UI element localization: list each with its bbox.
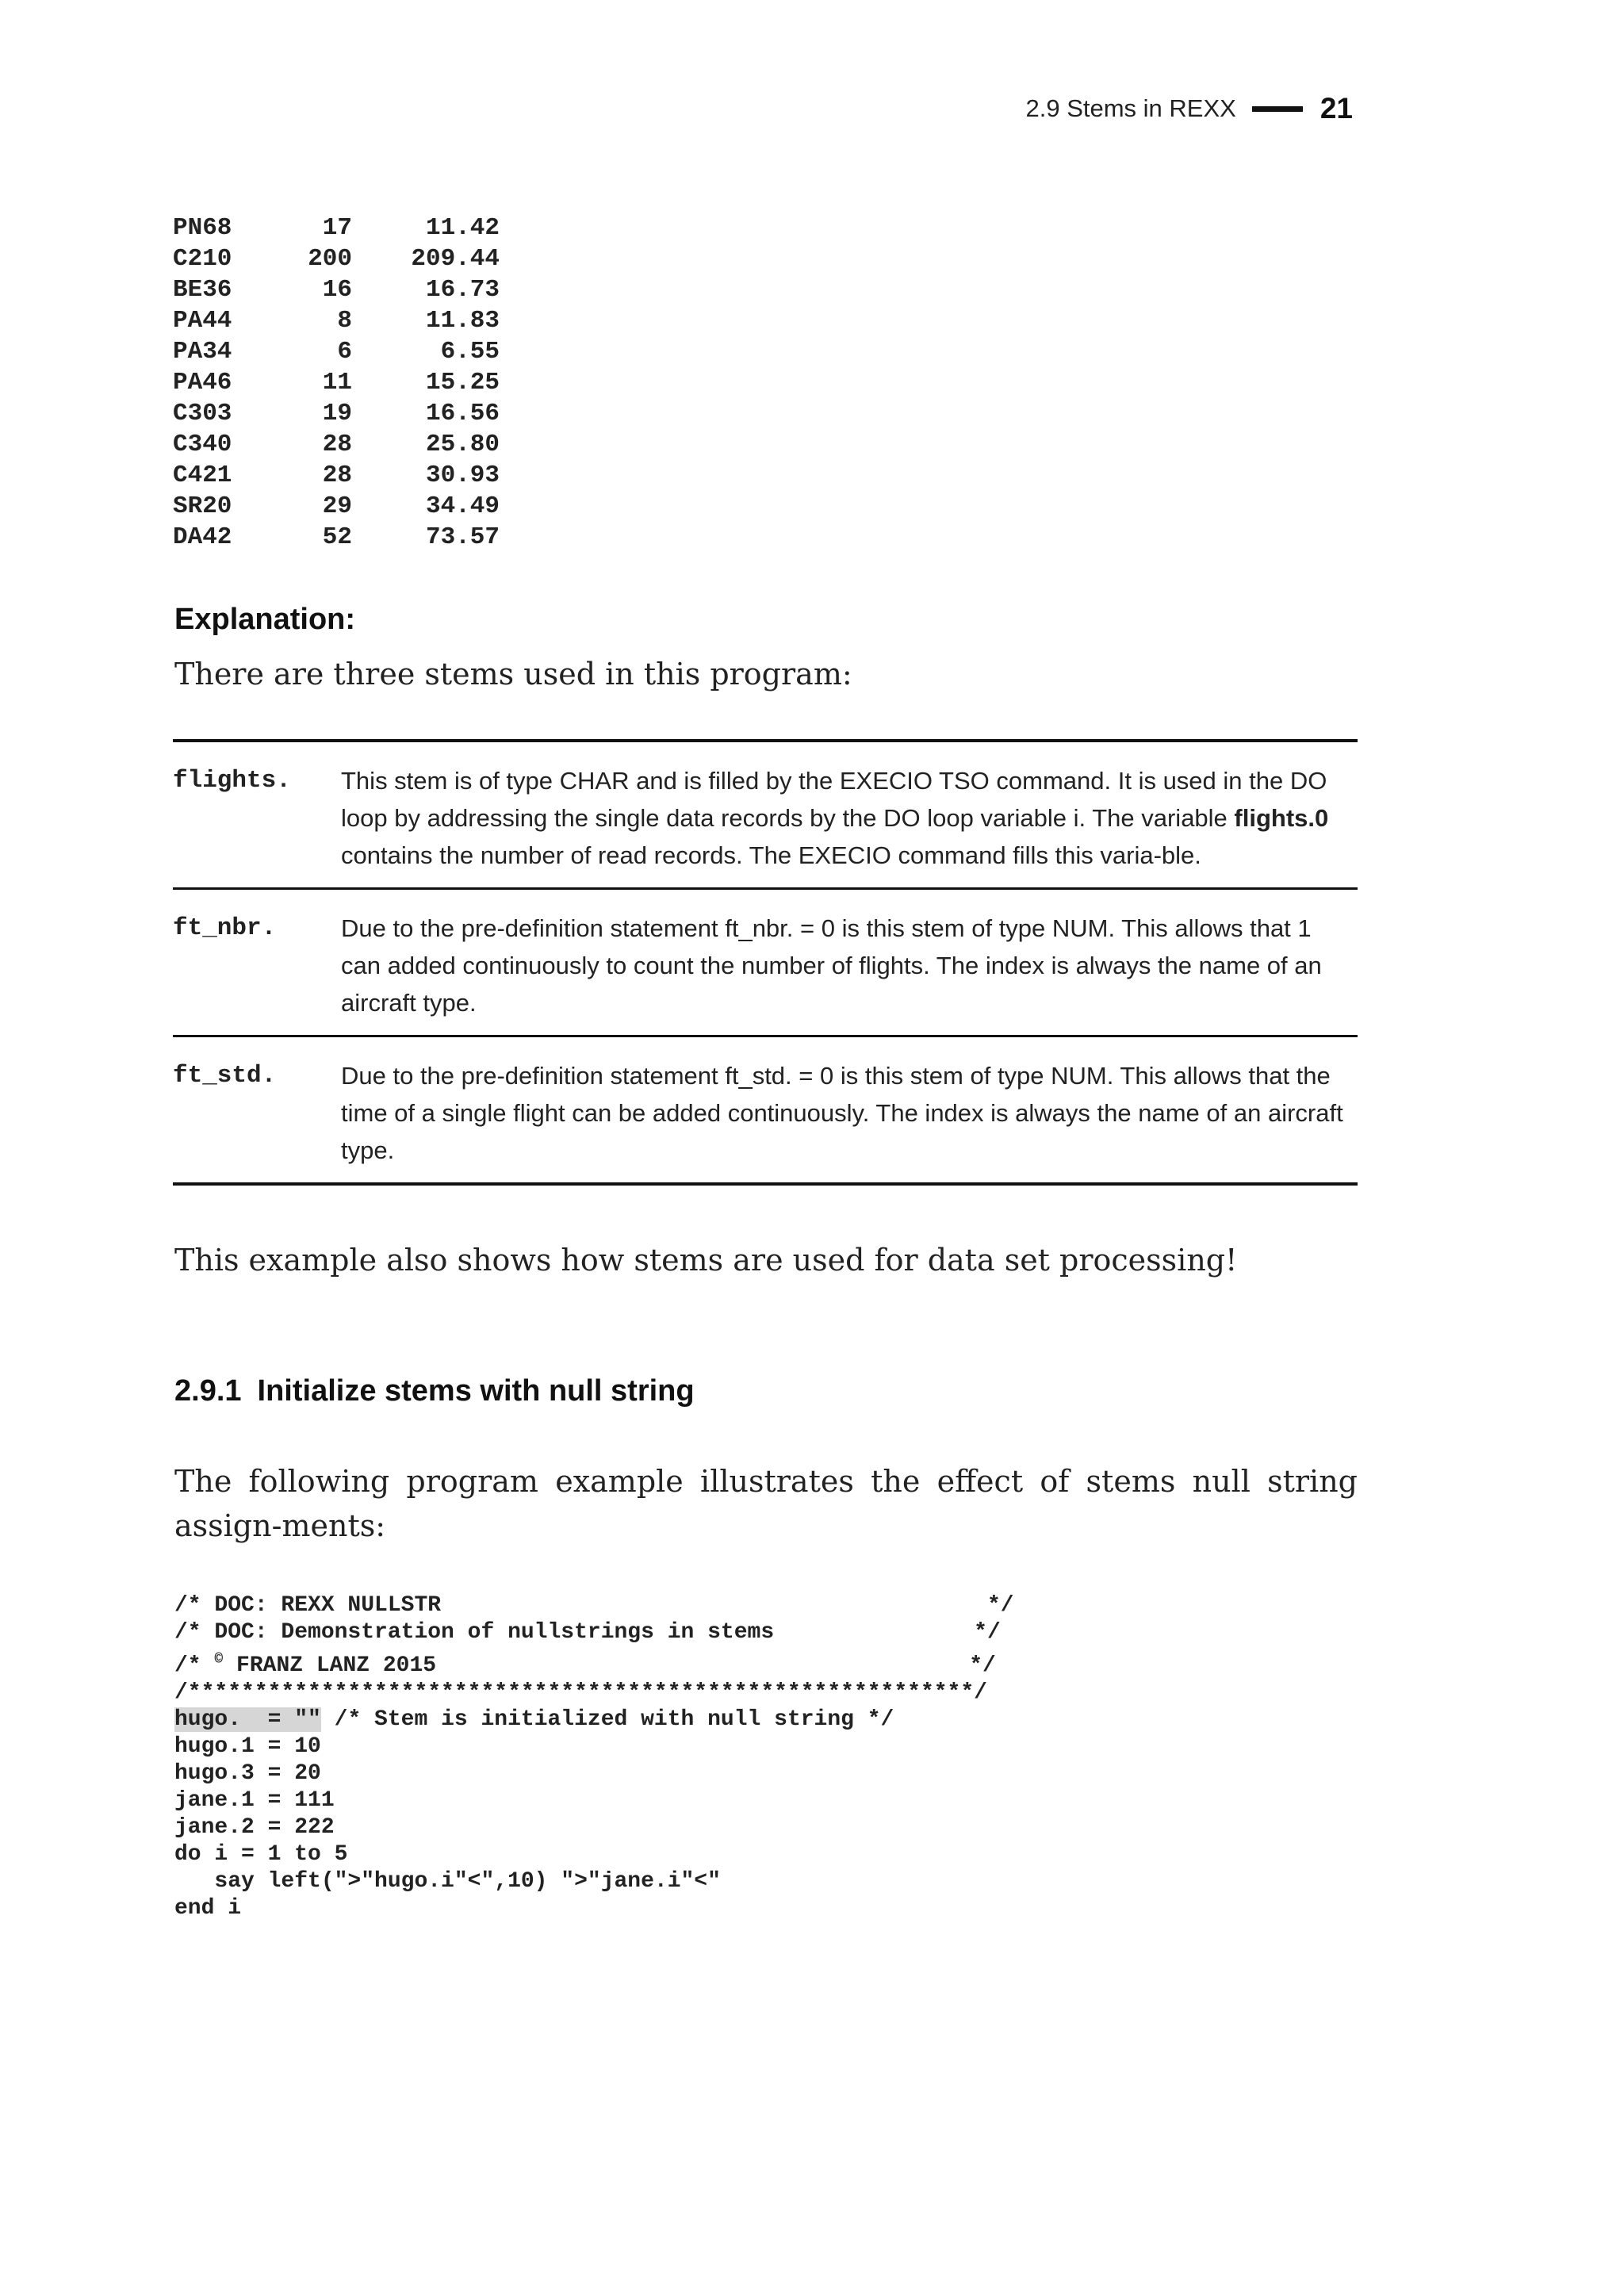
code-line: hugo.1 = 10 — [174, 1734, 321, 1759]
flight-count-cell: 16 — [322, 276, 352, 304]
explanation-heading: Explanation: — [174, 603, 356, 636]
flight-time-cell: 16.73 — [425, 276, 500, 304]
flight-time-cell: 15.25 — [425, 369, 500, 397]
body-paragraph: The following program example illustrates the effect of stems null string assign-ments: — [174, 1464, 1358, 1543]
table-row — [173, 274, 500, 305]
code-line: end i — [174, 1896, 242, 1921]
running-header-title: 2.9 Stems in REXX — [1025, 94, 1236, 122]
table-row — [173, 429, 500, 460]
table-row — [173, 243, 500, 274]
table-row — [173, 398, 500, 429]
flight-time-cell: 34.49 — [425, 492, 500, 520]
flight-time-cell: 11.42 — [425, 214, 500, 242]
page-number: 21 — [1320, 92, 1353, 125]
aircraft-code-cell: DA42 — [173, 523, 232, 551]
aircraft-code-cell: C421 — [173, 462, 232, 489]
code-line: jane.1 = 111 — [174, 1788, 335, 1813]
table-row — [173, 305, 500, 336]
flight-stats-table — [173, 213, 500, 553]
closing-paragraph: This example also shows how stems are used for data set processing! — [174, 1243, 1238, 1278]
aircraft-code-cell: C210 — [173, 245, 232, 273]
flight-time-cell: 11.83 — [425, 307, 500, 335]
code-listing — [174, 1592, 1014, 1922]
flight-time-cell: 6.55 — [440, 338, 500, 366]
copyright-symbol: © — [214, 1652, 224, 1668]
aircraft-code-cell: PA44 — [173, 307, 232, 335]
code-lines — [174, 1734, 721, 1921]
definition-description: Due to the pre-definition statement ft_std. = 0 is this stem of type NUM. This allows that the time of a single flight can be added continuously. The index is always the name of an aircraft type. — [341, 1062, 1343, 1164]
flight-count-cell: 52 — [322, 523, 352, 551]
code-line: say left(">"hugo.i"<",10) ">"jane.i"<" — [174, 1869, 721, 1894]
code-line: /***********************************************************/ — [174, 1680, 987, 1705]
table-row — [173, 522, 500, 553]
code-line: hugo.3 = 20 — [174, 1761, 321, 1786]
section-title: Initialize stems with null string — [257, 1374, 695, 1408]
aircraft-code-cell: SR20 — [173, 492, 232, 520]
code-line: /* DOC: Demonstration of nullstrings in stems */ — [174, 1620, 1001, 1645]
flight-count-cell: 28 — [322, 462, 352, 489]
explanation-intro: There are three stems used in this program: — [174, 657, 852, 692]
flight-count-cell: 200 — [308, 245, 352, 273]
table-row — [173, 336, 500, 367]
flight-time-cell: 30.93 — [425, 462, 500, 489]
aircraft-code-cell: PA34 — [173, 338, 232, 366]
table-row — [173, 213, 500, 243]
flight-count-cell: 8 — [337, 307, 352, 335]
table-row — [173, 367, 500, 398]
aircraft-code-cell: C303 — [173, 400, 232, 427]
aircraft-code-cell: BE36 — [173, 276, 232, 304]
flight-count-cell: 11 — [322, 369, 352, 397]
code-line: hugo. = "" /* Stem is initialized with null string */ — [174, 1707, 894, 1732]
section-heading — [174, 1374, 695, 1408]
aircraft-code-cell: PN68 — [173, 214, 232, 242]
running-header — [1026, 89, 1354, 128]
flight-count-cell: 28 — [322, 431, 352, 458]
aircraft-code-cell: C340 — [173, 431, 232, 458]
code-line: jane.2 = 222 — [174, 1815, 335, 1840]
flight-count-cell: 19 — [322, 400, 352, 427]
flight-count-cell: 29 — [322, 492, 352, 520]
definition-term: ft_std. — [173, 1062, 277, 1090]
definition-row — [173, 739, 1358, 890]
flight-time-cell: 209.44 — [411, 245, 500, 273]
flight-time-cell: 25.80 — [425, 431, 500, 458]
section-number: 2.9.1 — [174, 1374, 242, 1408]
definition-description: This stem is of type CHAR and is filled by the EXECIO TSO command. It is used in the DO loop by addressing the single data records by the DO loop variable i. The variable flights.0 contains the number of read records. The EXECIO command fills this varia-ble. — [341, 767, 1329, 869]
flight-time-cell: 16.56 — [425, 400, 500, 427]
flight-time-cell: 73.57 — [425, 523, 500, 551]
flight-stats-rows — [173, 213, 500, 553]
definition-row — [173, 890, 1358, 1037]
definition-description: Due to the pre-definition statement ft_nbr. = 0 is this stem of type NUM. This allows that 1 can added continuously to count the number of flights. The index is always the name of an aircraft type. — [341, 914, 1322, 1017]
bold-variable-name: flights.0 — [1234, 804, 1329, 832]
table-row — [173, 491, 500, 522]
flight-count-cell: 17 — [322, 214, 352, 242]
flight-count-cell: 6 — [337, 338, 352, 366]
stem-definition-table — [173, 739, 1358, 1186]
code-line: do i = 1 to 5 — [174, 1842, 348, 1867]
definition-row — [173, 1037, 1358, 1186]
code-line: /* © FRANZ LANZ 2015 */ — [174, 1652, 996, 1678]
header-rule — [1252, 106, 1303, 112]
code-line: /* DOC: REXX NULLSTR */ — [174, 1593, 1014, 1618]
highlighted-code: hugo. = "" — [174, 1707, 321, 1732]
aircraft-code-cell: PA46 — [173, 369, 232, 397]
definition-term: ft_nbr. — [173, 914, 277, 942]
table-row — [173, 460, 500, 491]
definition-term: flights. — [173, 767, 291, 795]
